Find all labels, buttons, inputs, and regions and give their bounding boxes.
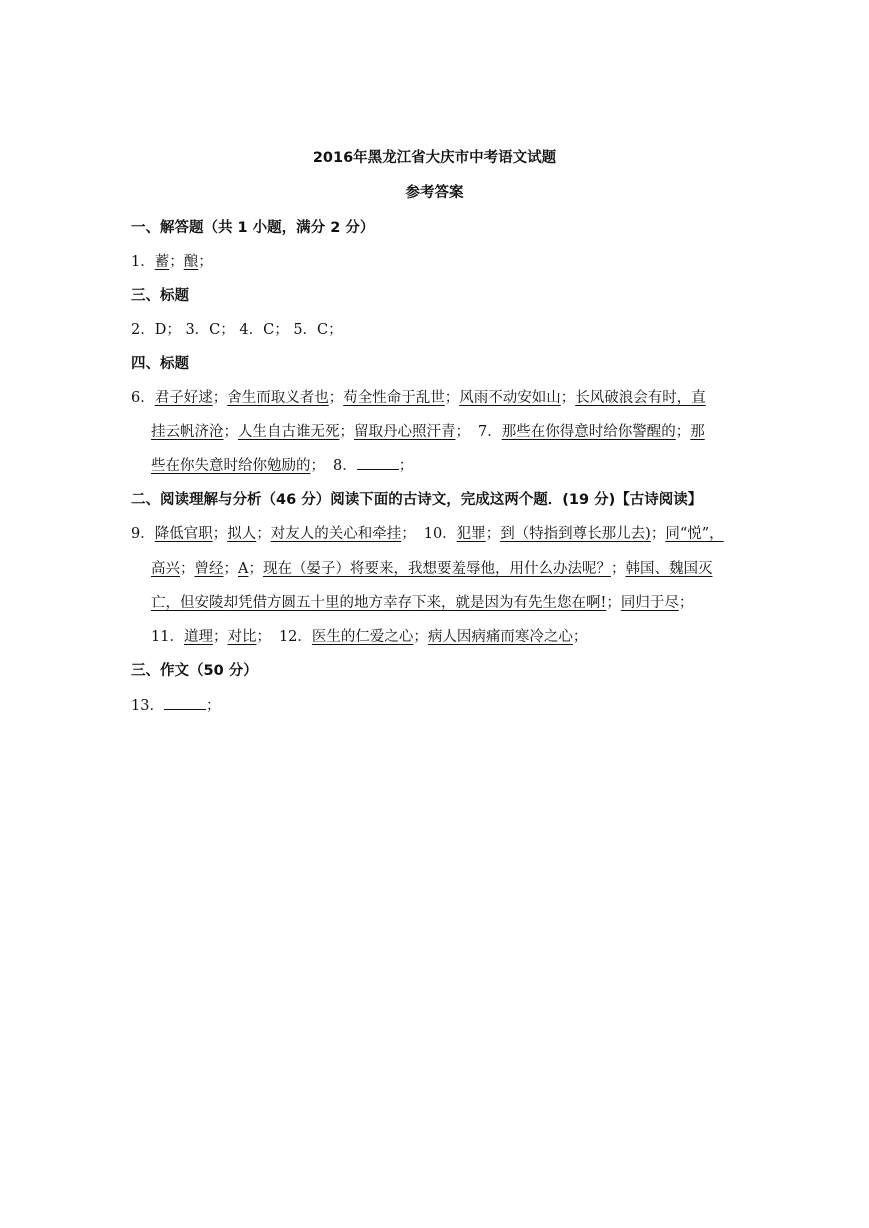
answer-text: 亡，但安陵却凭借方圆五十里的地方幸存下来，就是因为有先生您在啊! <box>151 595 607 611</box>
document-subtitle: 参考答案 <box>405 185 464 201</box>
question-number: 1． <box>131 254 155 270</box>
answer-line-q2-5: 2．D； 3．C； 4．C； 5．C； <box>131 322 343 338</box>
answer-line-q6-row1: 6．君子好逑；舍生而取义者也；苟全性命于乱世；风雨不动安如山；长风破浪会有时，直 <box>131 390 706 406</box>
answer-text: 蓄 <box>154 254 170 270</box>
answer-text: A <box>238 561 249 577</box>
answer-text: 高兴 <box>151 561 180 577</box>
answer-text: 些在你失意时给你勉励的 <box>151 458 311 474</box>
answer-text: 对友人的关心和牵挂 <box>270 526 402 542</box>
answer-text: 道理 <box>183 629 213 645</box>
answer-text: 对比 <box>227 629 257 645</box>
answer-text: 舍生而取义者也 <box>227 390 329 406</box>
answer-text: 酿 <box>183 254 199 270</box>
answer-text: 君子好逑 <box>154 390 213 406</box>
question-number: 11． <box>151 629 184 645</box>
answer-text: 犯罪 <box>456 526 486 542</box>
section-heading-2: 三、标题 <box>131 288 189 304</box>
question-number: 8． <box>333 458 357 474</box>
answer-line-q6-row3: 些在你失意时给你勉励的； 8． ； <box>151 458 414 474</box>
section-heading-4: 二、阅读理解与分析（46 分）阅读下面的古诗文，完成这两个题．(19 分)【古诗阅读】 <box>131 492 703 508</box>
answer-text: 同“悦”， <box>665 526 724 542</box>
answer-blank <box>164 697 206 710</box>
answer-text: 到（特指到尊长那儿去) <box>500 526 651 542</box>
answer-text: 病人因病痛而寒冷之心 <box>427 629 573 645</box>
answer-blank <box>357 457 399 470</box>
question-number: 9． <box>131 526 155 542</box>
answer-line-q1: 1．蓄；酿； <box>131 254 213 270</box>
section-heading-1: 一、解答题（共 1 小题，满分 2 分） <box>131 220 375 236</box>
answer-line-q9-row2: 高兴；曾经；A；现在（晏子）将要来，我想要羞辱他，用什么办法呢？；韩国、魏国灭 <box>151 561 713 577</box>
answer-text: 人生自古谁无死 <box>238 424 340 440</box>
answer-text: 风雨不动安如山 <box>459 390 561 406</box>
answer-text: 韩国、魏国灭 <box>625 561 713 577</box>
question-number: 13． <box>131 698 164 714</box>
answer-text: 同归于尽 <box>620 595 679 611</box>
answer-text: 拟人 <box>227 526 257 542</box>
answer-text: 留取丹心照汗青 <box>354 424 456 440</box>
question-number: 10． <box>423 526 457 542</box>
answer-line-q9-row3: 亡，但安陵却凭借方圆五十里的地方幸存下来，就是因为有先生您在啊!；同归于尽； <box>151 595 694 611</box>
answer-line-q13: 13． ； <box>131 698 221 714</box>
section-heading-5: 三、作文（50 分） <box>131 663 258 679</box>
answer-text: 长风破浪会有时，直 <box>575 390 706 406</box>
answer-text: 挂云帆济沧 <box>151 424 224 440</box>
answer-line-q9-row1: 9．降低官职；拟人；对友人的关心和牵挂； 10．犯罪；到（特指到尊长那儿去)；同“悦”， <box>131 526 724 542</box>
answer-line-q9-row4: 11．道理；对比； 12．医生的仁爱之心；病人因病痛而寒冷之心； <box>151 629 588 645</box>
document-title: 2016年黑龙江省大庆市中考语文试题 <box>312 150 557 166</box>
question-number: 6． <box>131 390 155 406</box>
answer-text: 曾经 <box>194 561 224 577</box>
answer-line-q6-row2: 挂云帆济沧；人生自古谁无死；留取丹心照汗青； 7．那些在你得意时给你警醒的；那 <box>151 424 705 440</box>
question-number: 7． <box>478 424 502 440</box>
answer-text: 现在（晏子）将要来，我想要羞辱他，用什么办法呢？ <box>262 561 611 577</box>
question-number: 12． <box>278 629 312 645</box>
answer-text: 苟全性命于乱世 <box>343 390 445 406</box>
answer-text: 降低官职 <box>154 526 213 542</box>
section-heading-3: 四、标题 <box>131 356 189 372</box>
answer-text: 那 <box>690 424 705 440</box>
answer-text: 那些在你得意时给你警醒的 <box>501 424 676 440</box>
answer-text: 医生的仁爱之心 <box>311 629 414 645</box>
